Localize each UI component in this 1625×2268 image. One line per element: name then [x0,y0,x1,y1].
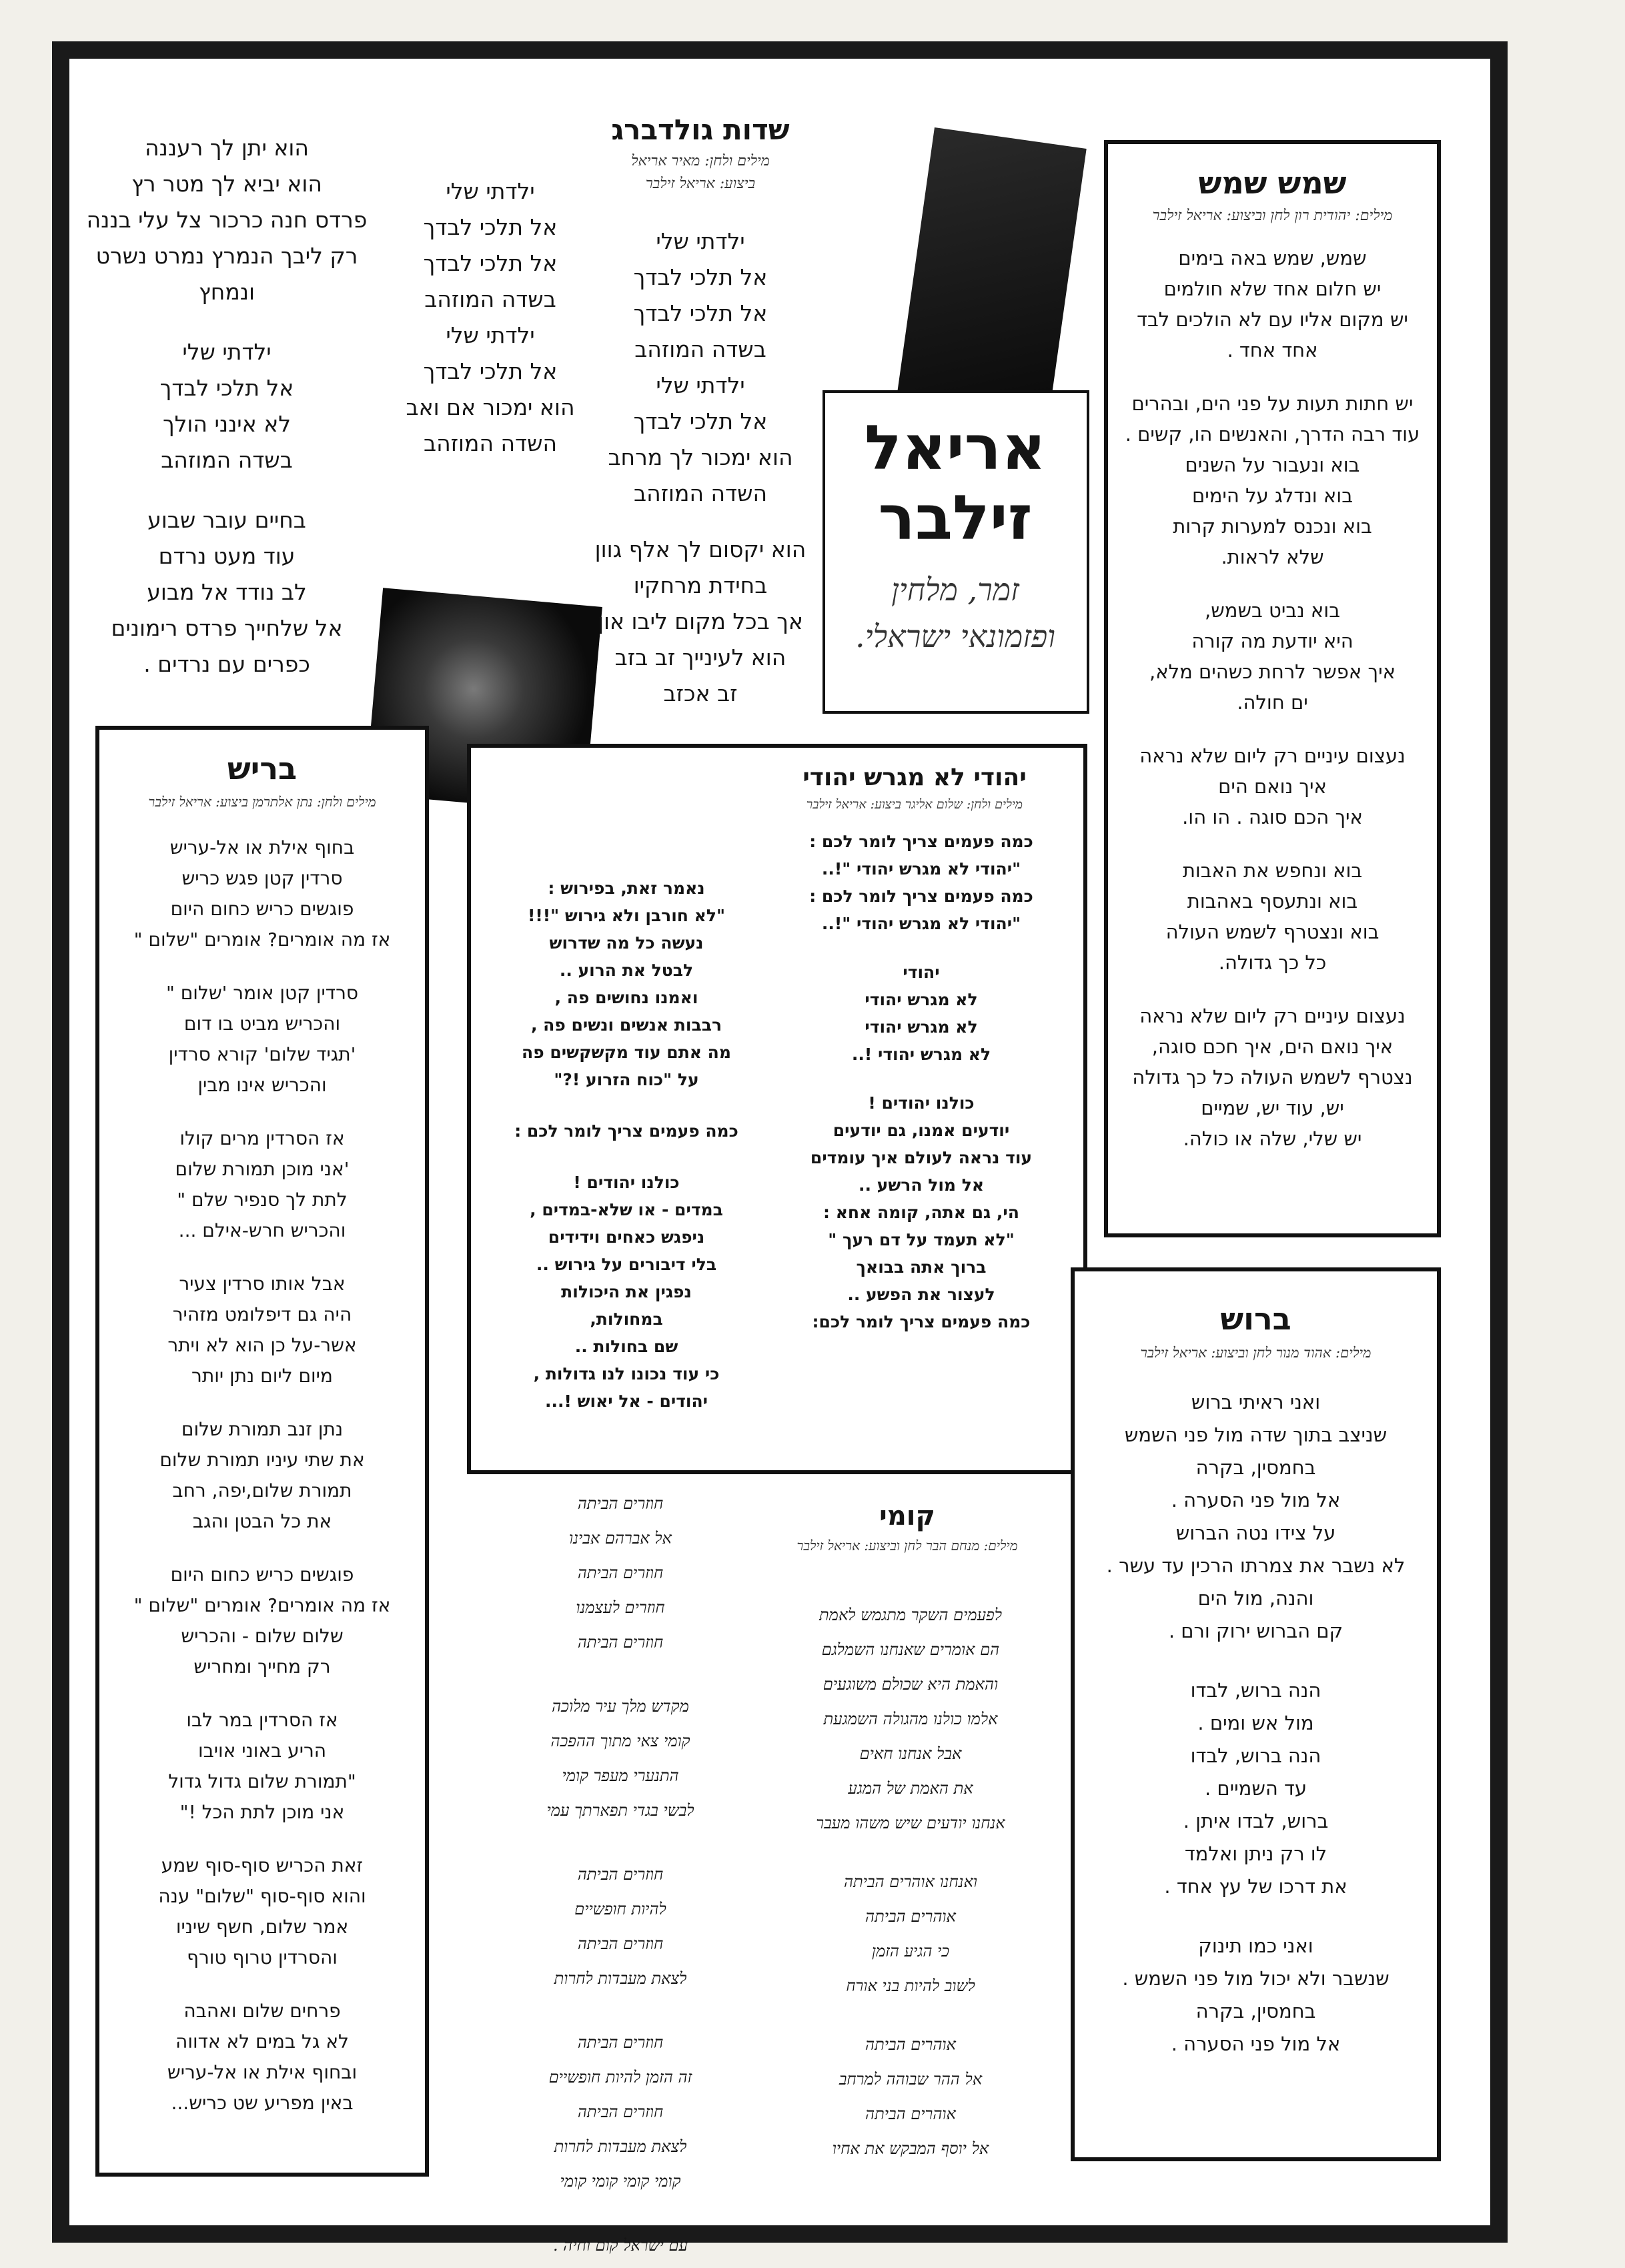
lyric-line: קומי צאי מתוך ההפכה [550,1732,690,1750]
song-sdot-col-middle [390,173,590,462]
stanza-gap [483,1145,770,1169]
lyric-line: הוא ימכור לך מרחב [608,444,793,470]
lyric-line: בוא ונעבור על השנים [1185,454,1360,476]
song-yehudi-credit: מילים ולחן: שלום אליגר ביצוע: אריאל זילבר [806,797,1023,812]
stanza-gap [1075,1903,1437,1930]
lyric-line: יהודים - אל יאוש !... [544,1391,708,1411]
lyric-line: מה אתם עוד מקשקשים פה [522,1043,731,1062]
song-kumi-col-right [744,1598,1077,2166]
lyric-line: בוא ונדלג על הימים [1192,484,1353,507]
lyric-line: חוזרים הביתה [577,1633,664,1652]
lyric-line: הנה ברוש, לבדו [1190,1744,1321,1767]
stanza-gap [99,1246,425,1269]
lyric-line: אל מול פני הסערה . [1171,2033,1341,2055]
lyric-line: בשדה המוזהב [634,336,766,362]
lyric-line: סרדין קטן פגש כריש [181,867,343,889]
lyric-line: אך בכל מקום ליבו און [598,608,803,634]
lyric-line: אחד אחד . [1227,339,1318,362]
lyric-line: הוא יקסום לך אלף גוון [594,536,806,562]
lyric-line: אשר-על כן הוא לא ויתר [167,1334,357,1356]
stanza-gap [99,1682,425,1705]
lyric-line: לבטל את הרוע .. [559,961,694,980]
lyric-line: "יהודי לא מגרש יהודי "!.. [821,914,1021,933]
lyric-line: שלום שלום - והכריש [181,1625,344,1647]
lyric-line: יש מקום אליו עם לא הולכים לבד [1137,308,1408,331]
stanza-gap [764,937,1078,959]
song-sdot-credit-line1: מילים ולחן: מאיר אריאל [631,153,770,169]
song-brish-credit: מילים ולחן: נתן אלתרמן ביצוע: אריאל זילבר [148,794,376,810]
lyric-line: ילדתי שלי [182,339,272,365]
lyric-line: אל תלכי לבדך [423,214,558,240]
lyric-line: והסרדין טרוף טורף [187,1946,338,1968]
lyric-line: במדים - או שלא-במדים , [530,1200,723,1219]
lyric-line: חוזרים הביתה [577,2103,664,2121]
lyric-line: ניפגש כאחים וידידים [548,1227,705,1247]
lyric-line: לא מגרש יהודי [865,1017,978,1037]
stanza-gap [744,1840,1077,1864]
lyric-line: את האמת של המגע [848,1779,973,1798]
lyric-line: זב אכזב [663,680,738,706]
lyric-line: כולנו יהודים ! [573,1173,680,1192]
lyric-line: 'תגיד שלום' קורא סרדין [168,1043,356,1065]
lyric-line: בשדה המוזהב [161,447,293,473]
lyric-line: והאמת היא שכולם משוגעים [823,1675,999,1694]
lyric-line: פוגשים כריש כחום היום [170,898,354,920]
lyric-line: איך נואם הים, איך חכם סוגה, [1151,1035,1394,1058]
lyric-line: כל כך גדולה. [1218,951,1327,974]
song-yehudi-box [467,744,1087,1474]
lyric-line: בשדה המוזהב [424,286,556,312]
lyric-line: לעצור את הפשע .. [847,1285,995,1304]
lyric-line: קומי קומי קומי קומי [560,2172,681,2191]
lyric-line: חוזרים הביתה [577,1564,664,1582]
lyric-line: מקדש מלך עיר מלוכה [552,1697,689,1716]
lyric-line: אנחנו יודעים שיש משהו מעבר [816,1814,1005,1832]
stanza-gap [1108,718,1437,740]
lyric-line: כי הגיע הזמן [871,1942,950,1960]
artist-name-line2: זילבר [878,482,1033,554]
lyric-line: יודעים אמנו, גם יודעים [833,1121,1010,1140]
stanza-gap [764,1068,1078,1089]
lyric-line: זה הזמן להיות חופשיים [548,2068,692,2087]
lyric-line: אל יוסף המבקש את אחיו [832,2139,989,2158]
lyric-line: אבל אותו סרדין צעיר [179,1273,346,1295]
song-brish-box [95,726,429,2177]
lyric-line: בוא ונכנס למערות קרות [1173,515,1372,538]
lyric-line: שלא לראות. [1221,546,1324,568]
lyric-line: רבבות אנשים ונשים פה , [530,1015,722,1035]
lyric-line: עם ישראל קום וחיה . [552,2236,688,2255]
lyric-line: היא יודעת מה קורה [1191,630,1353,652]
lyric-line: כי עוד נכונו לנו גדולות , [533,1364,720,1383]
lyric-line: רק מחייך ומחריש [193,1656,331,1678]
lyric-line: אל תלכי לבדך [423,250,558,276]
stanza-gap [67,478,387,502]
stanza-gap [99,1101,425,1123]
lyric-line: זאת הכריש סוף-סוף שמע [161,1854,364,1876]
lyric-line: יש חתות תעות על פני הים, ובהרים [1131,392,1414,415]
lyric-line: יש, עוד יש, שמיים [1201,1097,1344,1119]
lyric-line: עוד נראה לעולם איך עומדים [810,1148,1033,1167]
lyric-line: לפעמים השקר מתגמש לאמת [819,1606,1002,1624]
lyric-line: ילדתי שלי [446,322,535,348]
lyric-line: קם הברוש ירוק ורם . [1168,1620,1343,1642]
lyric-line: נעצום עיניים רק ליום שלא נראה [1139,744,1406,767]
stanza-gap [1108,572,1437,595]
lyric-line: 'אני מוכן תמורת שלום [175,1158,350,1180]
lyric-line: בחמסין, בקרה [1195,1456,1316,1479]
lyric-line: כמה פעמים צריך לומר לכם : [514,1121,738,1141]
lyric-line: נפגין את היכולות [561,1282,692,1301]
song-barosh-credit: מילים: אהוד מנור לחן וביצוע: אריאל זילבר [1140,1345,1372,1361]
lyric-line: לצאת מעבדות לחרות [554,1969,687,1988]
lyric-line: חוזרים לעצמנו [576,1598,665,1617]
song-kumi-title: קומי [879,1501,935,1532]
lyric-line: חוזרים הביתה [577,1494,664,1513]
lyric-line: התנערי מעפר קומי [562,1766,679,1785]
lyric-line: אל תלכי לבדך [633,264,768,290]
lyric-line: השדה המוזהב [633,480,768,506]
lyric-line: והכריש חרש-אילם ... [178,1219,346,1241]
lyric-line: לב נודד אל מבוע [147,579,307,605]
lyric-line: בחמסין, בקרה [1195,2000,1316,2023]
lyric-line: כולנו יהודים ! [868,1093,975,1113]
lyric-line: בחוף אילת או אל-עריש [169,836,355,859]
lyric-line: עוד מעט נרדם [158,543,296,569]
lyric-line: ואני כמו תינוק [1198,1934,1313,1957]
lyric-line: "לא תעמד על דם רעך " [828,1230,1015,1249]
lyric-line: את כל הבטן והגב [192,1510,332,1532]
lyric-line: רק ליבך הנמרץ נמרט נשרט [95,243,358,269]
song-sdot-header [587,110,814,195]
lyric-line: לתת לך סנפיר שלם " [177,1189,348,1211]
song-kumi-col-left [507,1486,734,2263]
lyric-line: בלי דיבורים על גירוש .. [536,1255,717,1274]
lyric-line: כפרים עם נרדים . [143,651,310,677]
stanza-gap [1108,832,1437,855]
lyric-line: יש חלום אחד שלא חולמים [1163,277,1382,300]
lyric-line: חוזרים הביתה [577,1865,664,1884]
artist-tagline-line1: זמר, מלחין [891,572,1019,608]
lyric-line: לא גל במים לא אדווה [175,2031,349,2053]
lyric-line: פרחים שלום ואהבה [183,2000,341,2022]
lyric-line: אוהרים הביתה [865,2105,956,2123]
song-shemesh-credit: מילים: יהודית רון לחן וביצוע: אריאל זילבר [1152,207,1393,224]
stanza-gap [99,1828,425,1850]
stanza-gap [507,1660,734,1689]
song-kumi-credit: מילים: מנחם הבר לחן וביצוע: אריאל זילבר [796,1538,1018,1554]
lyric-line: ילדתי שלי [656,228,745,254]
lyric-line: שמש, שמש באה בימים [1178,247,1367,269]
song-brish-lyrics [99,832,425,2119]
lyric-line: "לא חורבן ולא גירוש "!!! [527,906,726,925]
stanza-gap [507,1996,734,2025]
lyric-line: אל תלכי לבדך [633,300,768,326]
lyric-line: אז הסרדין מרים קולו [179,1127,345,1149]
lyric-line: לבשי בגדי תפארתך עמי [546,1801,694,1820]
lyric-line: אז מה אומרים? אומרים "שלום " [133,929,391,951]
lyric-line: הנה ברוש, לבדו [1190,1679,1321,1702]
lyric-line: הריע באוני אויבו [197,1740,327,1762]
lyric-line: ברוש, לבדו איתן . [1183,1810,1329,1832]
lyric-line: נצטרף לשמש העולה כל כך גדולה [1132,1066,1413,1089]
lyric-line: כמה פעמים צריך לומר לכם : [809,832,1033,851]
lyric-line: את דרכו של עץ אחד . [1164,1875,1347,1898]
lyric-line: ילדתי שלי [446,178,535,204]
lyric-line: לצאת מעבדות לחרות [554,2137,687,2156]
song-shemesh-lyrics [1108,243,1437,1154]
lyric-line: מול אש ומים . [1197,1712,1314,1734]
song-barosh-box [1071,1267,1441,2161]
lyric-line: "יהודי לא מגרש יהודי "!.. [821,859,1021,879]
lyric-line: איך אפשר לרחת כשהים מלא, [1149,660,1396,683]
lyric-line: "תמורת שלום גדול גדול [168,1770,356,1792]
artist-name-box [823,390,1089,714]
lyric-line: ואנחנו אוהרים הביתה [843,1872,978,1891]
lyric-line: נעצום עיניים רק ליום שלא נראה [1139,1005,1406,1027]
lyric-line: הי, גם אתה, קומה אחא : [823,1203,1019,1222]
lyric-line: אוהרים הביתה [865,2035,956,2054]
lyric-line: הוא ימכור אם ואב [406,394,575,420]
stanza-gap [1108,366,1437,388]
lyric-line: אני מוכן לתת הכל !" [179,1801,345,1823]
lyric-line: והכריש אינו מבין [197,1074,327,1096]
lyric-line: הם אומרים שאנחנו השמלגם [821,1640,1000,1659]
lyric-line: בחיים עובר שבוע [147,507,306,533]
stanza-gap [507,2199,734,2228]
song-brish-title: בריש [227,750,298,786]
lyric-line: אלמו כולנו מהגולה השמגעת [823,1710,998,1728]
lyric-line: להיות חופשיים [574,1900,666,1918]
lyric-line: נאמר זאת, בפירוש : [548,879,705,898]
lyric-line: איך נואם הים [1218,775,1327,798]
lyric-line: איך הכם סוגה . הו הו. [1182,806,1363,828]
stanza-gap [507,1828,734,1857]
lyric-line: נתן זנב תמורת שלום [181,1418,344,1440]
lyric-line: בוא נביט בשמש, [1205,599,1340,622]
song-shemesh-title: שמש שמש [1198,165,1347,201]
lyric-line: ואמנו נחושים פה , [554,988,698,1007]
lyric-line: בוא ונתעסף באהבות [1187,890,1358,913]
lyric-line: מיום ליום נתן יותר [191,1365,333,1387]
lyric-line: לשוב להיות בני אורח [846,1976,975,1995]
lyric-line: בוא ונחפש את האבות [1182,859,1363,882]
lyric-line: במחולות, [590,1309,663,1329]
song-yehudi-col-left [483,875,770,1415]
lyric-line: פוגשים כריש כחום היום [170,1564,354,1586]
lyric-line: יהודי [903,963,940,982]
lyric-line: אל אברהם אבינו [569,1529,672,1548]
song-yehudi-title: יהודי לא מגרש יהודי [802,764,1027,791]
lyric-line: ואני ראיתי ברוש [1191,1391,1321,1413]
lyric-line: והנה, מול הים [1197,1587,1314,1610]
lyric-line: סרדין קטן אומר 'שלום " [165,982,359,1004]
artist-name-line1: אריאל [864,412,1047,484]
lyric-line: ים חולה. [1237,691,1308,714]
lyric-line: באין מפריע שט כריש... [171,2092,354,2114]
lyric-line: אל תלכי לבדך [423,358,558,384]
artist-tagline-line2: ופזמונאי ישראלי. [855,618,1055,654]
lyric-line: נעשה כל מה שדרוש [549,933,704,953]
lyric-line: כמה פעמים צריך לומר לכם : [809,887,1033,906]
lyric-line: על "כוח הזרוע !?" [554,1070,699,1089]
lyric-line: ברוך אתה בבואך [856,1257,987,1277]
song-kumi-header [740,1498,1074,1556]
stanza-gap [580,512,821,532]
lyric-line: לא אינני הולך [162,411,292,437]
stanza-gap [483,1093,770,1117]
lyric-line: יש שלי, שלה או כולה. [1183,1127,1362,1150]
lyric-line: עוד רבה הדרך, והאנשים הו, קשים . [1125,423,1420,446]
lyric-line: בוא ונצטרף לשמש העולה [1165,921,1380,943]
lyric-line: לא מגרש יהודי [865,990,978,1009]
lyric-line: עד השמיים . [1204,1777,1307,1800]
lyric-line: אבל אנחנו חאים [859,1744,962,1763]
song-barosh-title: ברוש [1220,1301,1291,1337]
lyric-line: והוא סוף-סוף "שלום" ענה [158,1885,366,1907]
lyric-line: אל תלכי לבדך [159,375,294,401]
lyric-line: אל תלכי לבדך [633,408,768,434]
song-sdot-credit-line2: ביצוע: אריאל זילבר [645,175,756,192]
song-sdot-col-right [580,223,821,712]
stanza-gap [67,310,387,334]
lyric-line: ונמחץ [199,279,255,305]
stanza-gap [99,955,425,978]
lyric-line: על צידו נטה הברוש [1175,1522,1336,1544]
lyric-line: הוא יתן לך רעננה [145,135,309,161]
lyric-line: אמר שלום, חשף שיניו [175,1916,349,1938]
stanza-gap [744,2003,1077,2027]
lyric-line: חוזרים הביתה [577,1934,664,1953]
lyric-line: בחידת מרחקיו [633,572,768,598]
lyric-line: ובחוף אילת או אל-עריש [167,2061,358,2083]
stanza-gap [1108,978,1437,1001]
lyric-line: לו רק ניתן ואלמד [1184,1842,1327,1865]
lyric-line: שם בחולות .. [574,1337,678,1356]
lyric-line: לא מגרש יהודי !.. [851,1045,991,1064]
lyric-line: הוא יביא לך מטר רץ [131,171,322,197]
lyric-line: אל ההר שבוהה למרחב [839,2070,983,2089]
lyric-line: אוהרים הביתה [865,1907,956,1926]
stanza-gap [99,1391,425,1414]
stanza-gap [1075,1648,1437,1674]
lyric-line: היה גם דיפלומט מזהיר [172,1303,352,1325]
stanza-gap [99,1537,425,1560]
lyric-line: אל מול הרשע .. [858,1175,985,1195]
lyric-line: אז מה אומרים? אומרים "שלום " [133,1594,391,1616]
song-sdot-col-left [67,130,387,682]
lyric-line: תמורת שלום,יפה, רחב [172,1480,352,1502]
stanza-gap [99,1973,425,1996]
lyric-line: אז הסרדין במר לבו [186,1709,338,1731]
song-sdot-title: שדות גולדברג [611,113,790,146]
lyric-line: אל מול פני הסערה . [1171,1489,1341,1512]
song-shemesh-box [1104,140,1441,1237]
lyric-line: אל שלחייך פרדס רימונים [111,615,343,641]
lyric-line: לא נשבר את צמרתו הרכין עד עשר . [1106,1554,1406,1577]
song-barosh-lyrics [1075,1386,1437,2061]
lyric-line: שניצב בתוך שדה מול פני השמש [1124,1424,1388,1446]
lyric-line: והכריש מביט בו דום [183,1013,341,1035]
lyric-line: ילדתי שלי [656,372,745,398]
lyric-line: חוזרים הביתה [577,2033,664,2052]
lyric-line: הוא לעינייך זב בזב [614,644,786,670]
lyric-line: השדה המוזהב [423,430,558,456]
lyric-line: שנשבר ולא יכול מול פני השמש . [1122,1967,1390,1990]
lyric-line: כמה פעמים צריך לומר לכם: [812,1312,1031,1331]
song-yehudi-col-right [764,828,1078,1335]
lyric-line: פרדס חנה כרכור צל עלי בננה [86,207,368,233]
lyric-line: את שתי עיניו תמורת שלום [159,1449,365,1471]
